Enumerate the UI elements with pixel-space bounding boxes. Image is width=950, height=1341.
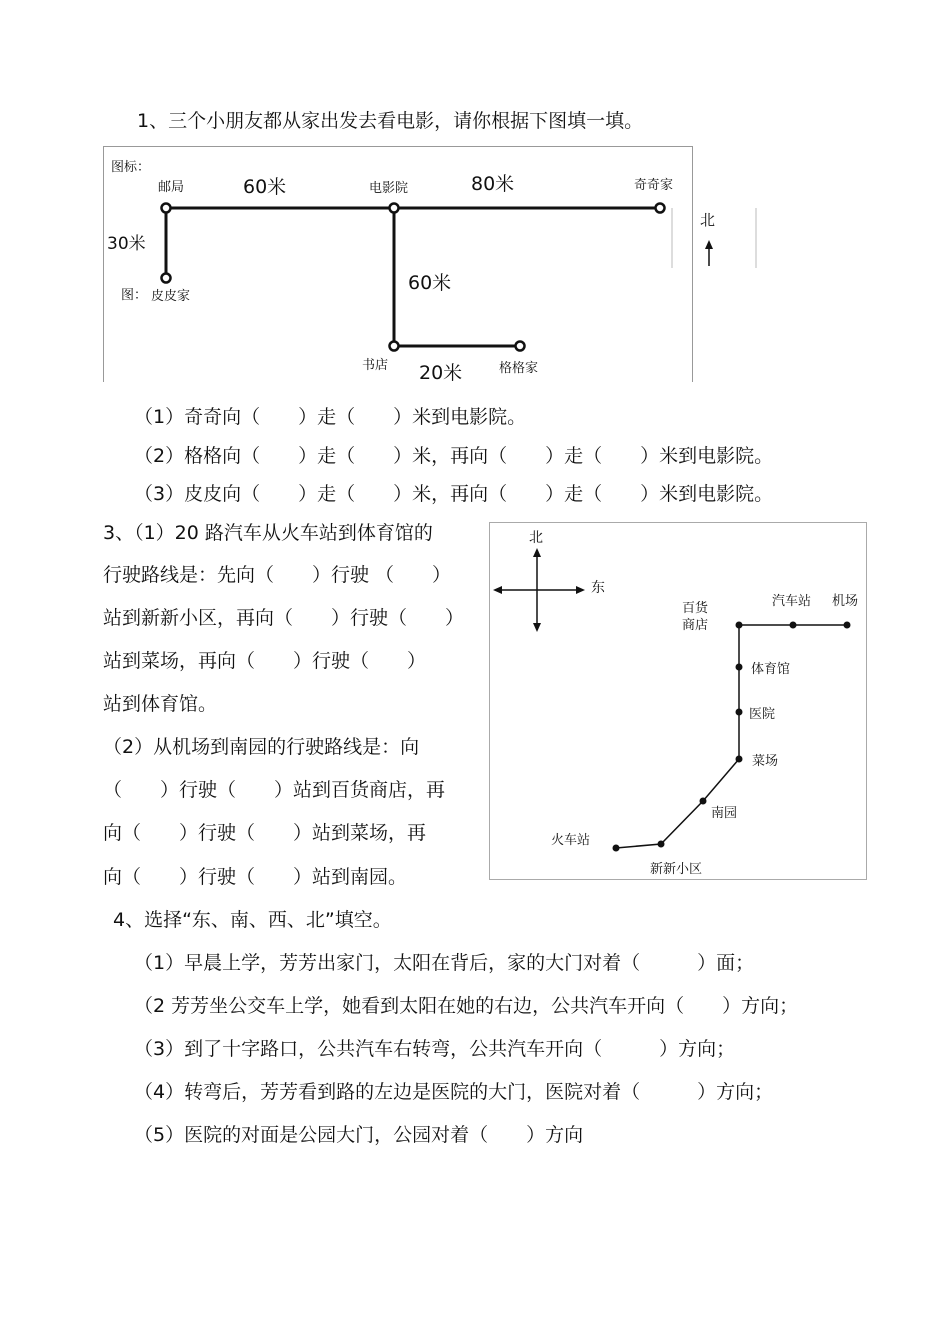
node-pipi-home [162,274,171,283]
stop-hospital [736,709,743,716]
node-gege-home [516,342,525,351]
dist-post-pipi: 30米 [107,234,146,254]
stop-bus-station [790,622,797,629]
q1-title: 1、三个小朋友都从家出发去看电影，请你根据下图填一填。 [137,110,644,132]
label-post-office: 邮局 [158,180,185,195]
q3-line-5: 站到体育馆。 [103,693,218,715]
label-qiqi-home: 奇奇家 [634,178,674,193]
stop-stadium [736,664,743,671]
label-dept-store-2: 商店 [682,618,709,633]
label-bus-station: 汽车站 [772,594,812,609]
q3-line-3: 站到新新小区，再向（ ）行驶（ ） [103,607,465,629]
label-bookstore: 书店 [362,358,389,373]
q3-line-1: 3、（1）20 路汽车从火车站到体育馆的 [103,522,433,544]
compass-icon [493,548,585,632]
compass-north-indicator [672,208,756,268]
label-market: 菜场 [752,754,779,769]
q4-item-5: （5）医院的对面是公园大门，公园对着（ ）方向 [134,1124,584,1146]
stop-dept-store [736,622,743,629]
q3-line-6: （2）从机场到南园的行驶路线是：向 [103,736,420,758]
q4-item-4: （4）转弯后，芳芳看到路的左边是医院的大门，医院对着（ ）方向； [134,1081,774,1103]
label-xinxin: 新新小区 [650,862,703,877]
east-label: 东 [591,580,605,596]
q1-item-3: （3）皮皮向（ ）走（ ）米，再向（ ）走（ ）米到电影院。 [134,483,774,505]
node-qiqi-home [656,204,665,213]
label-hospital: 医院 [749,707,776,722]
q3-line-7: （ ）行驶（ ）站到百货商店，再 [103,779,446,801]
q4-title: 4、选择“东、南、西、北”填空。 [113,909,392,931]
q1-item-2: （2）格格向（ ）走（ ）米，再向（ ）走（ ）米到电影院。 [134,445,774,467]
dist-cinema-book: 60米 [408,272,452,294]
q4-item-2: （2 芳芳坐公交车上学，她看到太阳在她的右边，公共汽车开向（ ）方向； [134,995,799,1017]
dist-post-cinema: 60米 [243,176,287,198]
q4-item-1: （1）早晨上学，芳芳出家门，太阳在背后，家的大门对着（ ）面； [134,952,755,974]
node-post-office [162,204,171,213]
label-train-station: 火车站 [551,833,591,848]
label-stadium: 体育馆 [751,662,791,677]
dist-book-gege: 20米 [419,362,463,384]
q3-line-2: 行驶路线是：先向（ ）行驶 （ ） [103,564,452,586]
q1-item-1: （1）奇奇向（ ）走（ ）米到电影院。 [134,406,527,428]
stop-airport [844,622,851,629]
q1-map [103,146,763,386]
q3-bus-route-map [489,522,869,884]
label-airport: 机场 [832,594,859,609]
stop-nanyuan [700,798,707,805]
q3-line-4: 站到菜场，再向（ ）行驶（ ） [103,650,427,672]
q3-line-9: 向（ ）行驶（ ）站到南园。 [103,866,408,888]
stop-train-station [613,845,620,852]
legend-sub-label: 图： [121,288,148,303]
q4-item-3: （3）到了十字路口，公共汽车右转弯，公共汽车开向（ ）方向； [134,1038,736,1060]
label-dept-store-1: 百货 [682,601,709,616]
dist-cinema-qiqi: 80米 [471,173,515,195]
north-label: 北 [529,530,543,546]
label-pipi-home: 皮皮家 [151,289,191,304]
q3-line-8: 向（ ）行驶（ ）站到菜场，再 [103,822,427,844]
label-gege-home: 格格家 [499,361,539,376]
north-label: 北 [700,211,716,229]
stop-market [736,756,743,763]
label-cinema: 电影院 [369,181,409,196]
legend-label: 图标： [111,160,151,175]
label-nanyuan: 南园 [711,806,738,821]
stop-xinxin [658,841,665,848]
node-bookstore [390,342,399,351]
node-cinema [390,204,399,213]
